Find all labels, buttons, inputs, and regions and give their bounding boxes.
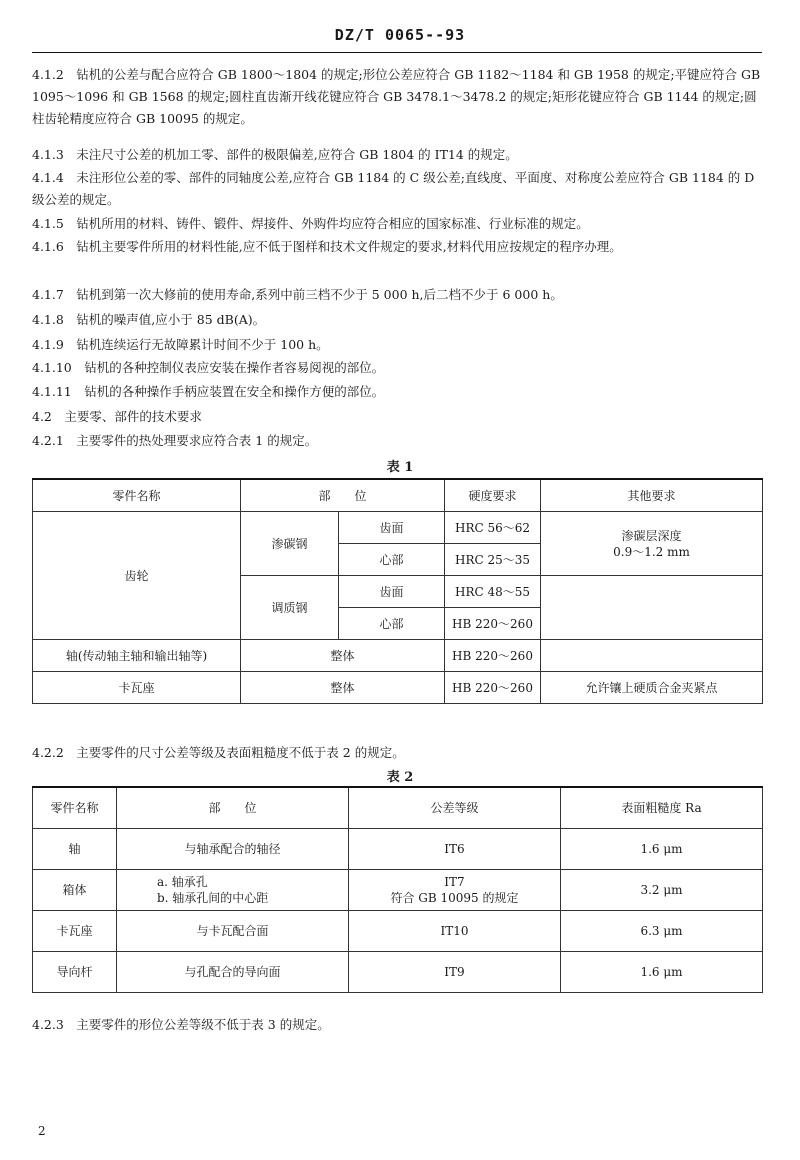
table-row [33, 952, 763, 993]
clause-4-1-11: 4.1.11 钻机的各种操作手柄应装置在安全和操作方便的部位。 [32, 384, 385, 399]
column-header: 部 位 [117, 787, 349, 829]
part-name-cell: 齿轮 [33, 512, 241, 640]
part-name-cell: 轴 [33, 829, 117, 870]
tolerance-roughness-table [32, 786, 763, 993]
grade-line: 符合 GB 10095 的规定 [390, 891, 519, 905]
hardness-cell: HB 220～260 [445, 640, 541, 672]
table-header-row [33, 787, 763, 829]
position-cell: 与孔配合的导向面 [117, 952, 349, 993]
hardness-cell: HB 220～260 [445, 672, 541, 704]
roughness-cell: 6.3 μm [561, 911, 763, 952]
table-row [33, 870, 763, 911]
clause-4-1-2: 4.1.2 钻机的公差与配合应符合 GB 1800～1804 的规定;形位公差应符合 GB 1182～1184 和 GB 1958 的规定;平键应符合 GB 1095～1096 和 GB 1568 的规定;圆柱直齿渐开线花键应符合 GB 3478.1～3478.2 的规定;矩形花键应符合 GB 1144 的规定;圆柱齿轮精度应符合 GB 10095 的规定。 [32, 67, 761, 126]
clause-4-1-9: 4.1.9 钻机连续运行无故障累计时间不少于 100 h。 [32, 337, 329, 352]
column-header: 表面粗糙度 Ra [561, 787, 763, 829]
position-cell: 与卡瓦配合面 [117, 911, 349, 952]
grade-cell: IT9 [349, 952, 561, 993]
other-requirement-cell: 允许镶上硬质合金夹紧点 [541, 672, 763, 704]
hardness-cell: HB 220～260 [445, 608, 541, 640]
clause-4-1-3: 4.1.3 未注尺寸公差的机加工零、部件的极限偏差,应符合 GB 1804 的 IT14 的规定。 [32, 147, 518, 162]
page-number: 2 [38, 1124, 46, 1138]
other-requirement-cell [541, 576, 763, 640]
position-cell: 整体 [241, 672, 445, 704]
column-header: 其他要求 [541, 479, 763, 512]
part-name-cell: 卡瓦座 [33, 672, 241, 704]
grade-cell: IT10 [349, 911, 561, 952]
clause-4-1-4: 4.1.4 未注形位公差的零、部件的同轴度公差,应符合 GB 1184 的 C 级公差;直线度、平面度、对称度公差应符合 GB 1184 的 D 级公差的规定。 [32, 170, 755, 207]
table-row [33, 672, 763, 704]
table-row [33, 911, 763, 952]
roughness-cell: 1.6 μm [561, 952, 763, 993]
table-row [33, 640, 763, 672]
standard-code-header: DZ/T 0065--93 [334, 26, 466, 44]
other-requirement-line: 渗碳层深度 [621, 528, 682, 543]
section-4-2-heading: 4.2 主要零、部件的技术要求 [32, 409, 202, 424]
table-1-caption: 表 1 [386, 460, 414, 475]
clause-4-1-8: 4.1.8 钻机的噪声值,应小于 85 dB(A)。 [32, 312, 266, 327]
table-header-row [33, 479, 763, 512]
other-requirement-cell [541, 512, 763, 576]
column-header: 零件名称 [33, 787, 117, 829]
position-cell: 齿面 [339, 576, 445, 608]
clause-4-1-6: 4.1.6 钻机主要零件所用的材料性能,应不低于图样和技术文件规定的要求,材料代用应按规定的程序办理。 [32, 239, 622, 254]
column-header: 公差等级 [349, 787, 561, 829]
material-cell: 渗碳钢 [241, 512, 339, 576]
hardness-cell: HRC 56～62 [445, 512, 541, 544]
table-2-caption: 表 2 [386, 770, 414, 785]
position-cell: 整体 [241, 640, 445, 672]
part-name-cell: 箱体 [33, 870, 117, 911]
part-name-cell: 导向杆 [33, 952, 117, 993]
clause-4-2-3: 4.2.3 主要零件的形位公差等级不低于表 3 的规定。 [32, 1017, 330, 1032]
table-row [33, 829, 763, 870]
position-cell: 齿面 [339, 512, 445, 544]
clause-4-2-1: 4.2.1 主要零件的热处理要求应符合表 1 的规定。 [32, 433, 318, 448]
column-header: 零件名称 [33, 479, 241, 512]
part-name-cell: 卡瓦座 [33, 911, 117, 952]
part-name-cell: 轴(传动轴主轴和输出轴等) [33, 640, 241, 672]
clause-4-2-2: 4.2.2 主要零件的尺寸公差等级及表面粗糙度不低于表 2 的规定。 [32, 745, 405, 760]
position-cell: 心部 [339, 544, 445, 576]
clause-4-1-10: 4.1.10 钻机的各种控制仪表应安装在操作者容易阅视的部位。 [32, 360, 385, 375]
position-cell [117, 870, 349, 911]
header-rule [32, 52, 762, 53]
heat-treatment-table [32, 478, 763, 704]
table-row [33, 512, 763, 544]
column-header: 部 位 [241, 479, 445, 512]
position-line: a. 轴承孔 [157, 875, 208, 889]
grade-cell [349, 870, 561, 911]
other-requirement-cell [541, 640, 763, 672]
grade-line: IT7 [444, 875, 465, 889]
clause-4-1-5: 4.1.5 钻机所用的材料、铸件、锻件、焊接件、外购件均应符合相应的国家标准、行业标准的规定。 [32, 216, 589, 231]
position-line: b. 轴承孔间的中心距 [157, 891, 269, 905]
roughness-cell: 3.2 μm [561, 870, 763, 911]
material-cell: 调质钢 [241, 576, 339, 640]
column-header: 硬度要求 [445, 479, 541, 512]
hardness-cell: HRC 48～55 [445, 576, 541, 608]
hardness-cell: HRC 25～35 [445, 544, 541, 576]
clause-4-1-7: 4.1.7 钻机到第一次大修前的使用寿命,系列中前三档不少于 5 000 h,后二档不少于 6 000 h。 [32, 287, 563, 302]
position-cell: 心部 [339, 608, 445, 640]
other-requirement-line: 0.9～1.2 mm [613, 544, 690, 559]
roughness-cell: 1.6 μm [561, 829, 763, 870]
position-cell: 与轴承配合的轴径 [117, 829, 349, 870]
grade-cell: IT6 [349, 829, 561, 870]
